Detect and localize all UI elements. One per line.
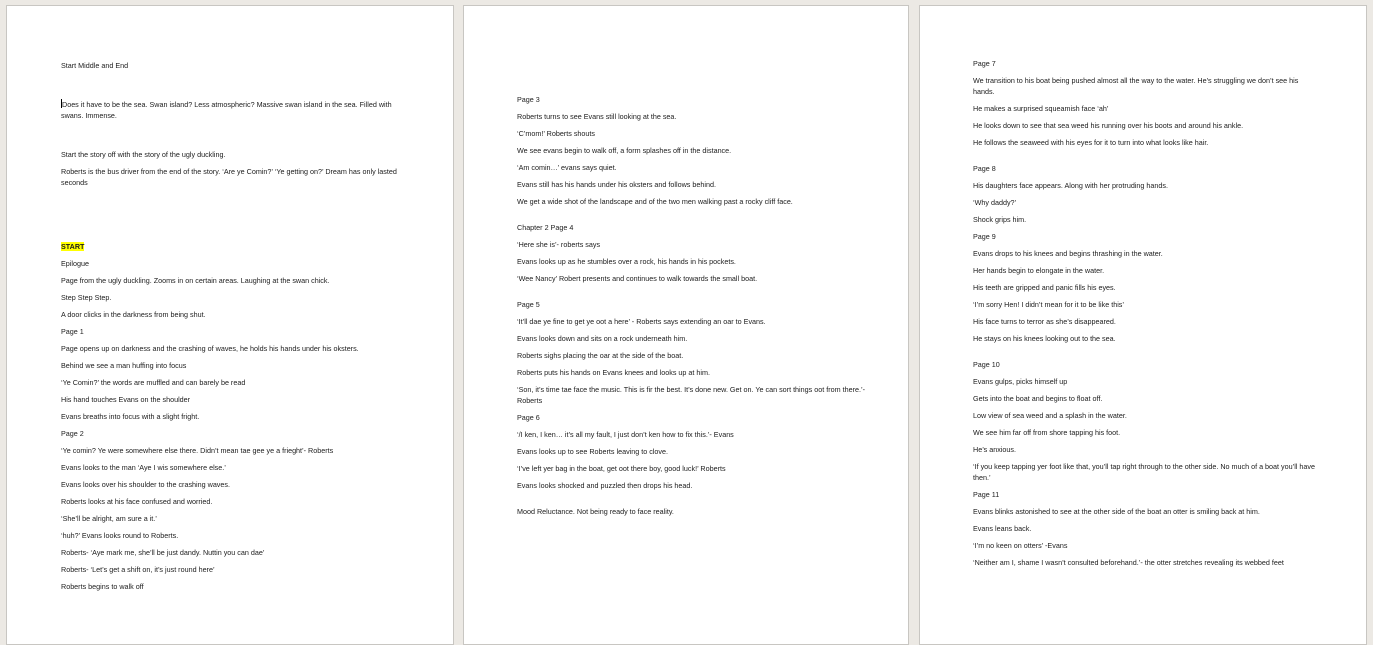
paragraph[interactable]: ‘I’m sorry Hen! I didn’t mean for it to be like this’ xyxy=(973,300,1124,309)
paragraph[interactable]: Roberts- ‘Let’s get a shift on, it’s just round here’ xyxy=(61,565,215,574)
paragraph[interactable]: His daughters face appears. Along with her protruding hands. xyxy=(973,181,1168,190)
page-heading[interactable]: Page 8 xyxy=(973,164,996,173)
paragraph[interactable]: Evans gulps, picks himself up xyxy=(973,377,1068,386)
paragraph[interactable]: ‘She’ll be alright, am sure a it.’ xyxy=(61,514,157,523)
paragraph[interactable]: ‘Son, it’s time tae face the music. This is fir the best. It’s done new. Get on. Ye can sort things oot from there.’- Roberts xyxy=(517,385,865,405)
page-2-text-column[interactable] xyxy=(517,94,869,523)
paragraph[interactable]: Low view of sea weed and a splash in the water. xyxy=(973,411,1127,420)
paragraph[interactable]: Page opens up on darkness and the crashing of waves, he holds his hands under his oksters. xyxy=(61,344,359,353)
page-heading[interactable]: Page 6 xyxy=(517,413,540,422)
paragraph[interactable]: Evans still has his hands under his oksters and follows behind. xyxy=(517,180,716,189)
paragraph[interactable]: Roberts looks at his face confused and worried. xyxy=(61,497,213,506)
page-1-text-column[interactable] xyxy=(61,60,411,598)
paragraph[interactable]: ‘/I ken, I ken… it’s all my fault, I just don’t ken how to fix this.’- Evans xyxy=(517,430,734,439)
paragraph[interactable]: We get a wide shot of the landscape and of the two men walking past a rocky cliff face. xyxy=(517,197,793,206)
paragraph[interactable]: Evans looks down and sits on a rock underneath him. xyxy=(517,334,688,343)
paragraph[interactable]: Roberts begins to walk off xyxy=(61,582,144,591)
page-heading[interactable]: Page 1 xyxy=(61,327,84,336)
paragraph[interactable]: ‘I’ve left yer bag in the boat, get oot there boy, good luck!’ Roberts xyxy=(517,464,726,473)
paragraph[interactable]: Evans blinks astonished to see at the other side of the boat an otter is smiling back at him. xyxy=(973,507,1260,516)
paragraph[interactable]: ‘If you keep tapping yer foot like that, you’ll tap right through to the other side. No much of a boat you’ll have then.’ xyxy=(973,462,1316,482)
paragraph[interactable]: Roberts is the bus driver from the end of the story. ‘Are ye Comin?’ ‘Ye getting on?’ Dream has only lasted seconds xyxy=(61,167,397,187)
paragraph[interactable]: Evans looks up to see Roberts leaving to clove. xyxy=(517,447,669,456)
chapter-heading[interactable]: Chapter 2 Page 4 xyxy=(517,223,574,232)
paragraph[interactable]: ‘Wee Nancy’ Robert presents and continues to walk towards the small boat. xyxy=(517,274,758,283)
paragraph[interactable]: Evans looks up as he stumbles over a rock, his hands in his pockets. xyxy=(517,257,736,266)
paragraph[interactable]: His hand touches Evans on the shoulder xyxy=(61,395,191,404)
start-heading[interactable] xyxy=(61,241,411,252)
paragraph[interactable]: We see him far off from shore tapping his foot. xyxy=(973,428,1121,437)
paragraph[interactable]: Step Step Step. xyxy=(61,293,112,302)
paragraph[interactable]: Evans drops to his knees and begins thrashing in the water. xyxy=(973,249,1163,258)
paragraph[interactable]: He’s anxious. xyxy=(973,445,1017,454)
paragraph[interactable]: ‘Am comin…’ evans says quiet. xyxy=(517,163,617,172)
page-heading[interactable]: Page 11 xyxy=(973,490,1000,499)
paragraph[interactable]: Epilogue xyxy=(61,259,89,268)
paragraph[interactable]: He follows the seaweed with his eyes for it to turn into what looks like hair. xyxy=(973,138,1209,147)
paragraph[interactable]: ‘Here she is’- roberts says xyxy=(517,240,601,249)
page-heading[interactable]: Page 5 xyxy=(517,300,540,309)
paragraph[interactable]: Evans looks over his shoulder to the crashing waves. xyxy=(61,480,230,489)
document-title[interactable]: Start Middle and End xyxy=(61,61,129,70)
document-page-1[interactable] xyxy=(6,5,454,645)
paragraph[interactable]: He looks down to see that sea weed his running over his boots and around his ankle. xyxy=(973,121,1244,130)
paragraph[interactable]: His teeth are gripped and panic fills his eyes. xyxy=(973,283,1116,292)
paragraph[interactable]: We transition to his boat being pushed almost all the way to the water. He’s struggling we don’t see his hands. xyxy=(973,76,1299,96)
paragraph[interactable]: He stays on his knees looking out to the sea. xyxy=(973,334,1116,343)
paragraph[interactable]: Roberts sighs placing the oar at the side of the boat. xyxy=(517,351,684,360)
paragraph[interactable]: His face turns to terror as she’s disappeared. xyxy=(973,317,1116,326)
paragraph[interactable]: Evans looks shocked and puzzled then drops his head. xyxy=(517,481,693,490)
paragraph[interactable]: Her hands begin to elongate in the water. xyxy=(973,266,1105,275)
paragraph[interactable]: ‘Neither am I, shame I wasn’t consulted beforehand.’- the otter stretches revealing its webbed feet xyxy=(973,558,1284,567)
paragraph[interactable]: Roberts turns to see Evans still looking at the sea. xyxy=(517,112,677,121)
paragraph[interactable]: Behind we see a man huffing into focus xyxy=(61,361,187,370)
paragraph[interactable]: He makes a surprised squeamish face ‘ah’ xyxy=(973,104,1109,113)
paragraph[interactable]: ‘C’mom!’ Roberts shouts xyxy=(517,129,596,138)
page-heading[interactable]: Page 2 xyxy=(61,429,84,438)
paragraph[interactable]: Roberts puts his hands on Evans knees and looks up at him. xyxy=(517,368,710,377)
page-3-text-column[interactable] xyxy=(973,58,1321,574)
paragraph[interactable]: ‘Why daddy?’ xyxy=(973,198,1017,207)
paragraph[interactable]: ‘It’ll dae ye fine to get ye oot a here’ - Roberts says extending an oar to Evans. xyxy=(517,317,766,326)
paragraph[interactable]: ‘huh?’ Evans looks round to Roberts. xyxy=(61,531,179,540)
document-page-2[interactable] xyxy=(463,5,909,645)
paragraph[interactable]: Evans breaths into focus with a slight fright. xyxy=(61,412,200,421)
paragraph[interactable]: Page from the ugly duckling. Zooms in on certain areas. Laughing at the swan chick. xyxy=(61,276,330,285)
paragraph[interactable]: Shock grips him. xyxy=(973,215,1027,224)
highlighted-text: START xyxy=(61,242,85,251)
paragraph[interactable]: Does it have to be the sea. Swan island? Less atmospheric? Massive swan island in the sea. Filled with swans. Immense. xyxy=(61,100,392,120)
paragraph[interactable]: We see evans begin to walk off, a form splashes off in the distance. xyxy=(517,146,732,155)
paragraph[interactable]: Evans looks to the man ‘Aye I wis somewhere else.’ xyxy=(61,463,226,472)
paragraph[interactable]: A door clicks in the darkness from being shut. xyxy=(61,310,206,319)
paragraph[interactable]: Evans leans back. xyxy=(973,524,1032,533)
paragraph[interactable]: Roberts- ‘Aye mark me, she’ll be just dandy. Nuttin you can dae’ xyxy=(61,548,265,557)
page-heading[interactable]: Page 3 xyxy=(517,95,540,104)
paragraph[interactable]: Mood Reluctance. Not being ready to face reality. xyxy=(517,507,674,516)
page-heading[interactable]: Page 9 xyxy=(973,232,996,241)
paragraph[interactable]: ‘Ye Comin?’ the words are muffled and can barely be read xyxy=(61,378,246,387)
page-heading[interactable]: Page 10 xyxy=(973,360,1000,369)
page-heading[interactable]: Page 7 xyxy=(973,59,996,68)
paragraph[interactable]: Start the story off with the story of the ugly duckling. xyxy=(61,150,226,159)
paragraph[interactable]: ‘Ye comin? Ye were somewhere else there. Didn’t mean tae gee ye a frieght’- Roberts xyxy=(61,446,334,455)
paragraph[interactable]: Gets into the boat and begins to float off. xyxy=(973,394,1103,403)
document-page-3[interactable] xyxy=(919,5,1367,645)
paragraph[interactable]: ‘I’m no keen on otters’ -Evans xyxy=(973,541,1068,550)
